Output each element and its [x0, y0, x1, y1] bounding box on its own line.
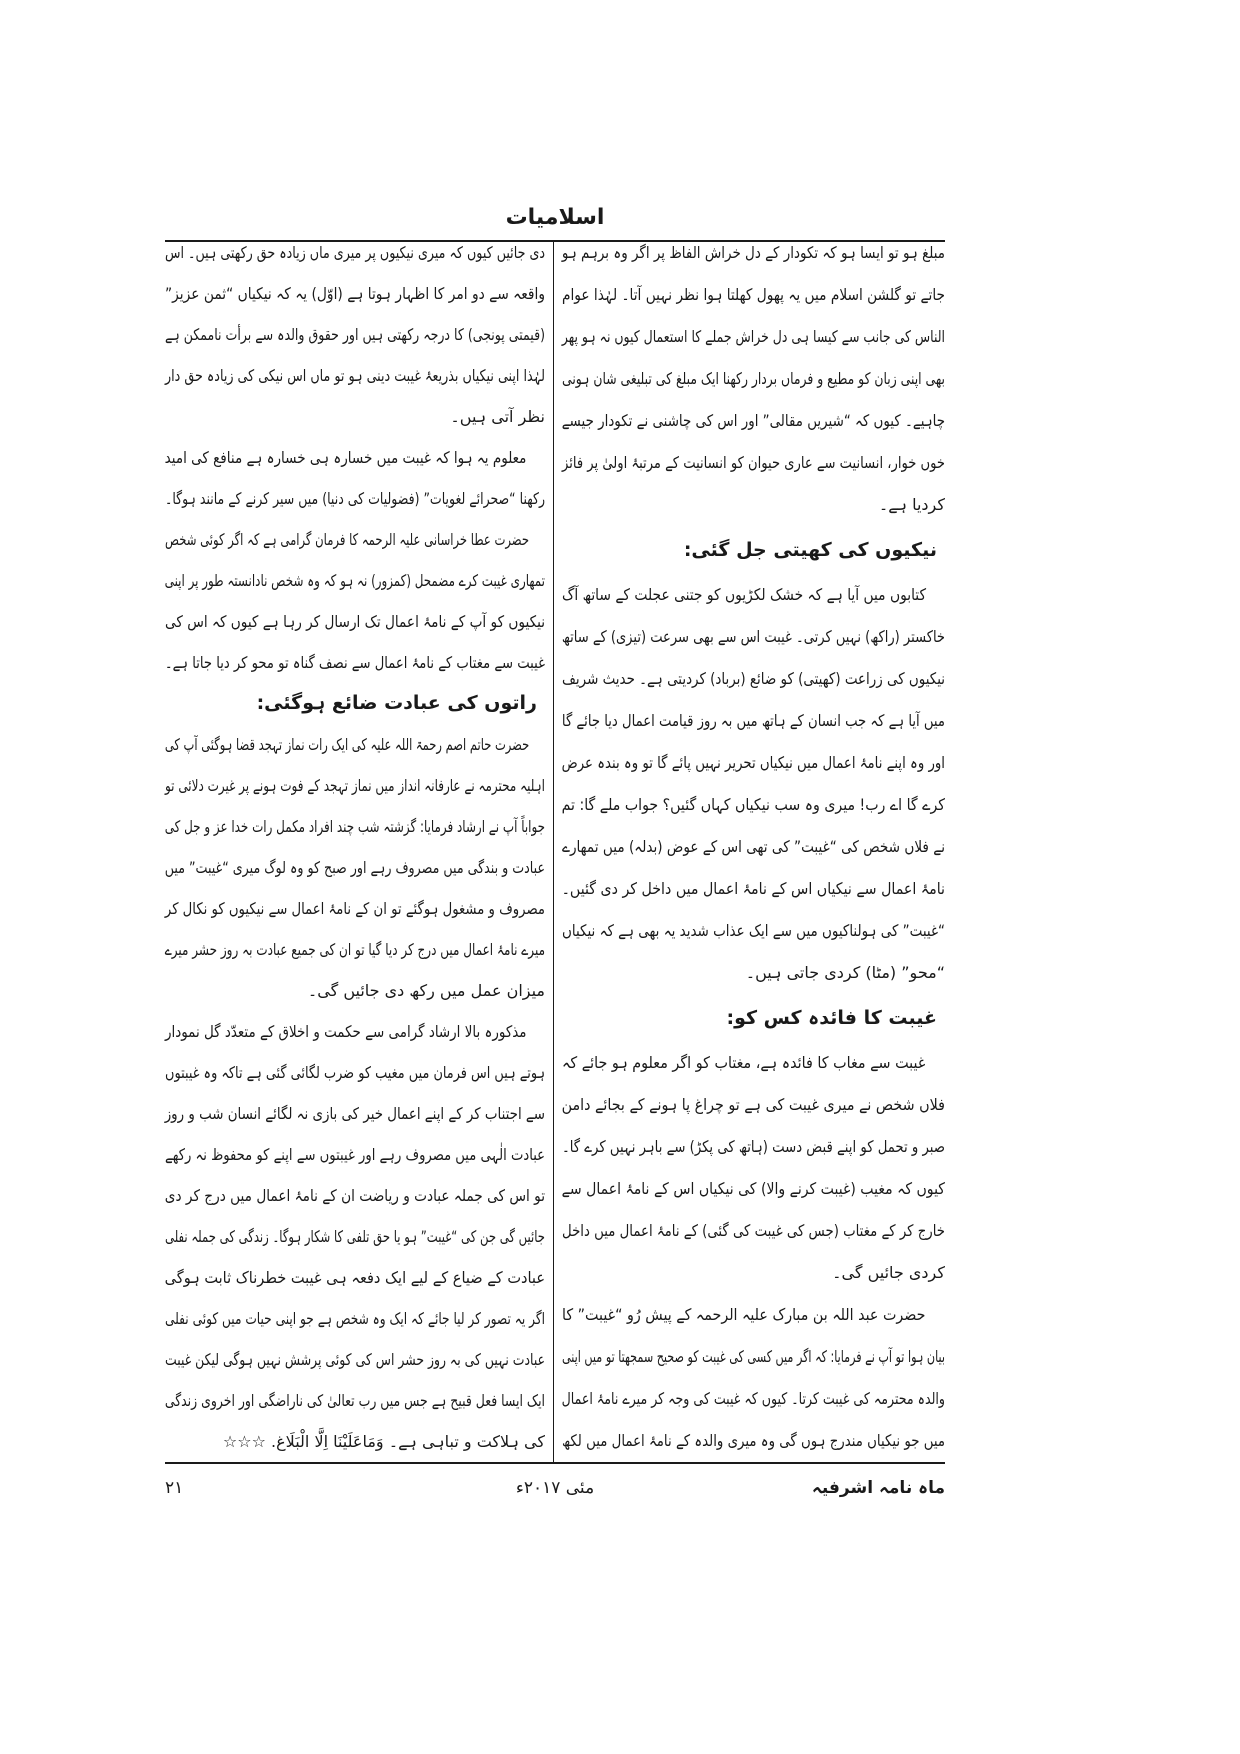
- column-divider: [553, 241, 554, 1462]
- text-line: کیوں کہ مغیب (غیبت کرنے والا) کی نیکیاں اس کے نامۂ اعمال سے: [561, 1179, 945, 1198]
- text-line: والدہ محترمہ کی غیبت کرتا۔ کیوں کہ غیبت کی وجہ کر میرے نامۂ اعمال: [561, 1389, 945, 1408]
- text-line: حضرت عبد اللہ بن مبارک علیہ الرحمہ کے پیش رُو “غیبت” کا: [562, 1305, 926, 1324]
- text-line: عبادت کے ضیاع کے لیے ایک دفعہ ہی غیبت خطرناک ثابت ہوگی: [164, 1268, 545, 1287]
- text-line: مذکورہ بالا ارشاد گرامی سے حکمت و اخلاق کے متعدّد گل نمودار: [165, 1022, 527, 1041]
- text-line: نیکیوں کی زراعت (کھیتی) کو ضائع (برباد) کردیتی ہے۔ حدیث شریف: [562, 669, 945, 688]
- text-line: عبادت الٰہی میں مصروف رہے اور غیبتوں سے اپنے کو محفوظ نہ رکھے: [165, 1145, 545, 1164]
- text-line: غیبت سے مغتاب کے نامۂ اعمال سے نصف گناہ تو محو کر دیا جاتا ہے۔: [164, 653, 546, 672]
- text-line: خوں خوار، انسانیت سے عاری حیوان کو انسانیت کے مرتبۂ اولیٰ پر فائز: [562, 453, 945, 472]
- text-line: نظر آتی ہیں۔: [450, 407, 545, 426]
- text-line: ہوتے ہیں اس فرمان میں مغیب کو ضرب لگائی گئی ہے تاکہ وہ غیبتوں: [165, 1063, 545, 1082]
- text-line: مبلغ ہو تو ایسا ہو کہ تکودار کے دل خراش الفاظ پر اگر وہ برہم ہو: [561, 243, 945, 262]
- text-line: میں جو نیکیاں مندرج ہوں گی وہ میری والدہ کے نامۂ اعمال میں لکھ: [562, 1431, 945, 1450]
- text-line: بھی اپنی زبان کو مطیع و فرماں بردار رکھنا ایک مبلغ کی تبلیغی شان ہونی: [562, 369, 945, 388]
- section-heading: نیکیوں کی کھیتی جل گئی:: [683, 539, 937, 561]
- text-line: مصروف و مشغول ہوگئے تو ان کے نامۂ اعمال سے نیکیوں کو نکال کر: [164, 899, 546, 918]
- text-line: کتابوں میں آیا ہے کہ خشک لکڑیوں کو جتنی عجلت کے ساتھ آگ: [562, 585, 927, 604]
- text-line: غیبت سے مغاب کا فائدہ ہے، مغتاب کو اگر معلوم ہو جائے کہ: [562, 1053, 926, 1072]
- text-line: کی ہلاکت و تباہی ہے۔ وَمَاعَلَیْنَا اِلَّا الْبَلَاغ. ☆☆☆: [222, 1432, 545, 1451]
- text-line: چاہیے۔ کیوں کہ “شیریں مقالی” اور اس کی چاشنی نے تکودار جیسے: [561, 411, 945, 430]
- text-line: الناس کی جانب سے کیسا ہی دل خراش جملے کا استعمال کیوں نہ ہو پھر: [561, 327, 945, 346]
- text-line: صبر و تحمل کو اپنے قبض دست (ہاتھ کی پکڑ) سے باہر نہیں کرے گا۔: [562, 1137, 945, 1156]
- text-line: فلاں شخص نے میری غیبت کی ہے تو چراغ پا ہونے کے بجائے دامن: [561, 1095, 945, 1114]
- text-line: عبادت و بندگی میں مصروف رہے اور صبح کو وہ لوگ میری “غیبت” میں: [164, 858, 545, 877]
- text-line: اگر یہ تصور کر لیا جائے کہ ایک وہ شخص ہے جو اپنی حیات میں کوئی نفلی: [165, 1309, 545, 1328]
- text-line: نے فلاں شخص کی “غیبت” کی تھی اس کے عوض (بدلہ) میں تمھارے: [562, 837, 945, 856]
- magazine-name: ماہ نامہ اشرفیہ: [811, 1478, 945, 1498]
- text-line: تو اس کی جملہ عبادت و ریاضت ان کے نامۂ اعمال میں درج کر دی: [164, 1186, 545, 1205]
- text-line: جائیں گی جن کی “غیبت” ہو یا حق تلفی کا شکار ہوگا۔ زندگی کی جملہ نفلی: [165, 1227, 545, 1246]
- section-title: اسلامیات: [505, 205, 605, 230]
- text-line: نامۂ اعمال سے نیکیاں اس کے نامۂ اعمال میں داخل کر دی گئیں۔: [561, 879, 945, 898]
- text-line: سے اجتناب کر کے اپنے اعمال خیر کی بازی نہ لگائے انسان شب و روز: [164, 1104, 545, 1123]
- left-column: [165, 232, 545, 1462]
- text-line: “محو” (مٹا) کردی جاتی ہیں۔: [745, 963, 945, 982]
- page-number: ۲۱: [165, 1478, 184, 1498]
- text-line: حضرت عطا خراسانی علیہ الرحمہ کا فرمان گرامی ہے کہ اگر کوئی شخص: [165, 530, 530, 549]
- text-line: لہٰذا اپنی نیکیاں بذریعۂ غیبت دینی ہو تو ماں اس نیکی کی زیادہ حق دار: [165, 366, 545, 385]
- text-line: خاکستر (راکھ) نہیں کرتی۔ غیبت اس سے بھی سرعت (تیزی) کے ساتھ: [561, 627, 945, 646]
- text-line: بیان ہوا تو آپ نے فرمایا: کہ اگر میں کسی کی غیبت کو صحیح سمجھتا تو میں اپنی: [562, 1347, 945, 1366]
- text-line: کردی جائیں گی۔: [832, 1263, 945, 1282]
- text-line: “غیبت” کی ہولناکیوں میں سے ایک عذاب شدید یہ بھی ہے کہ نیکیاں: [562, 921, 945, 940]
- text-line: معلوم یہ ہوا کہ غیبت میں خسارہ ہی خسارہ ہے منافع کی امید: [164, 448, 527, 467]
- right-column: [562, 232, 945, 1462]
- section-heading: راتوں کی عبادت ضائع ہوگئی:: [256, 692, 537, 714]
- text-line: حضرت حاتم اصم رحمۃ اللہ علیہ کی ایک رات نماز تہجد قضا ہوگئی آپ کی: [164, 735, 530, 754]
- text-line: میں آیا ہے کہ جب انسان کے ہاتھ میں بہ روز قیامت اعمال دیا جائے گا: [561, 711, 945, 730]
- text-line: واقعہ سے دو امر کا اظہار ہوتا ہے (اوّل) یہ کہ نیکیاں “ثمن عزیز”: [165, 284, 545, 303]
- footer-rule: [165, 1462, 945, 1464]
- section-heading: غیبت کا فائدہ کس کو:: [726, 1007, 937, 1029]
- text-line: جاتے تو گلشن اسلام میں یہ پھول کھلتا ہوا نظر نہیں آتا۔ لہٰذا عوام: [562, 285, 945, 304]
- issue-date: مئی ۲۰۱۷ء: [515, 1478, 595, 1498]
- text-line: خارج کر کے مغتاب (جس کی غیبت کی گئی) کے نامۂ اعمال میں داخل: [562, 1221, 945, 1240]
- text-line: اور وہ اپنے نامۂ اعمال میں نیکیاں تحریر نہیں پائے گا تو وہ بندہ عرض: [561, 753, 945, 772]
- text-line: رکھنا “صحرائے لغویات” (فضولیات کی دنیا) میں سیر کرنے کے مانند ہوگا۔: [165, 489, 545, 508]
- text-line: میرے نامۂ اعمال میں درج کر دیا گیا تو ان کی جمیع عبادت بہ روز حشر میرے: [164, 940, 546, 959]
- text-line: نیکیوں کو آپ کے نامۂ اعمال تک ارسال کر رہا ہے کیوں کہ اس کی: [165, 612, 545, 631]
- text-line: تمھاری غیبت کرے مضمحل (کمزور) نہ ہو کہ وہ شخص نادانستہ طور پر اپنی: [164, 571, 546, 590]
- text-line: عبادت نہیں کی بہ روز حشر اس کی کوئی پرشش نہیں ہوگی لیکن غیبت: [165, 1350, 545, 1369]
- text-line: اہلیہ محترمہ نے عارفانہ انداز میں نماز تہجد کے فوت ہونے پر غیرت دلائی تو: [165, 776, 545, 795]
- text-line: کردیا ہے۔: [878, 495, 945, 514]
- text-line: دی جائیں کیوں کہ میری نیکیوں پر میری ماں زیادہ حق رکھتی ہیں۔ اس: [165, 243, 545, 262]
- text-line: (قیمتی پونجی) کا درجہ رکھتی ہیں اور حقوق والدہ سے برأت ناممکن ہے: [165, 325, 545, 344]
- text-line: جواباً آپ نے ارشاد فرمایا: گزشتہ شب چند افراد مکمل رات خدا عز و جل کی: [164, 817, 545, 836]
- text-line: کرے گا اے رب! میری وہ سب نیکیاں کہاں گئیں؟ جواب ملے گا: تم: [561, 795, 945, 814]
- text-line: ایک ایسا فعل قبیح ہے جس میں رب تعالیٰ کی ناراضگی اور اخروی زندگی: [164, 1391, 546, 1410]
- text-line: میزان عمل میں رکھ دی جائیں گی۔: [307, 981, 545, 1000]
